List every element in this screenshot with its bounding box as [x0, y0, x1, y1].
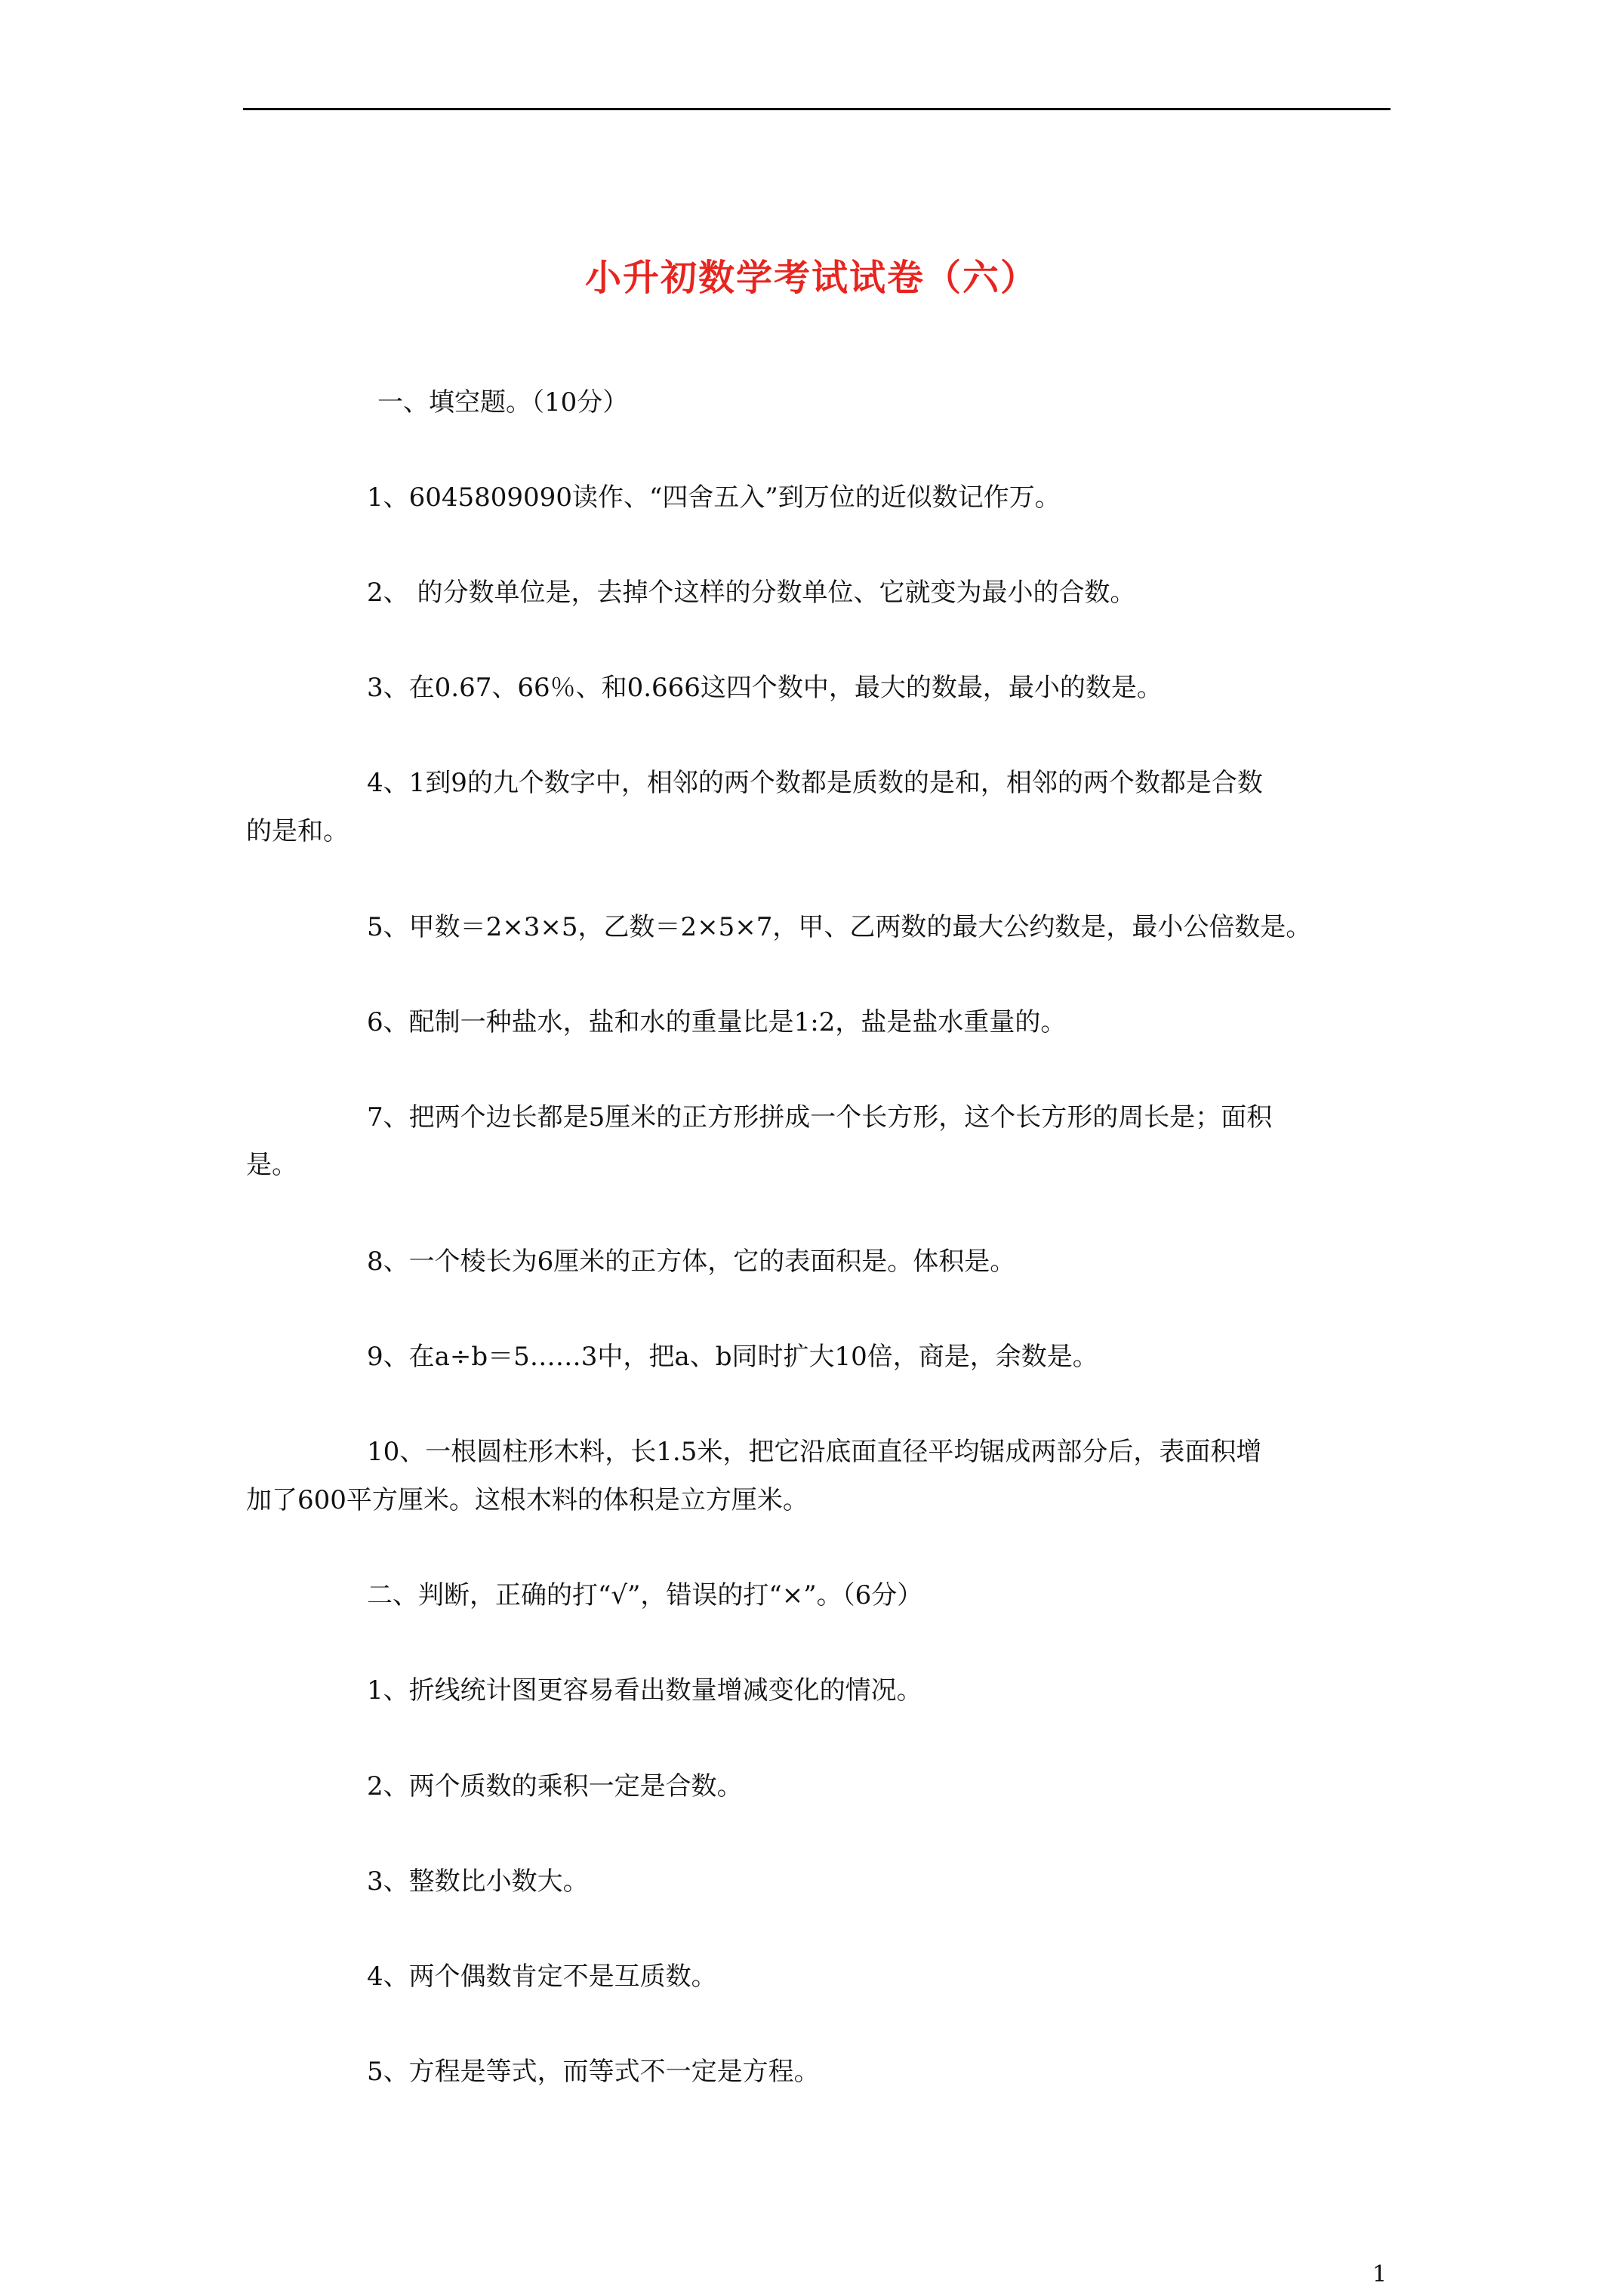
question-2-4: 4、两个偶数肯定不是互质数。 [367, 1962, 717, 1992]
question-1-1: 1、6045809090读作、“四舍五入”到万位的近似数记作万。 [367, 482, 1061, 513]
question-2-3: 3、整数比小数大。 [367, 1866, 589, 1897]
question-1-4-line2: 的是和。 [246, 816, 349, 846]
exam-title: 小升初数学考试试卷（六） [584, 257, 1038, 299]
question-2-1: 1、折线统计图更容易看出数量增减变化的情况。 [367, 1675, 922, 1706]
section2-heading: 二、判断，正确的打“√”，错误的打“×”。（6分） [367, 1580, 923, 1610]
question-1-7-line2: 是。 [246, 1150, 297, 1180]
question-1-10-line1: 10、一根圆柱形木料，长1.5米，把它沿底面直径平均锯成两部分后，表面积增 [367, 1437, 1262, 1467]
section1-heading: 一、填空题。（10分） [377, 387, 629, 418]
question-1-7-line1: 7、把两个边长都是5厘米的正方形拼成一个长方形，这个长方形的周长是；面积 [367, 1102, 1273, 1133]
question-2-2: 2、两个质数的乘积一定是合数。 [367, 1771, 743, 1801]
question-1-5: 5、甲数＝2×3×5，乙数＝2×5×7，甲、乙两数的最大公约数是，最小公倍数是。 [367, 912, 1312, 942]
page-number: 1 [1372, 2261, 1387, 2288]
header-rule [243, 108, 1390, 110]
question-2-5: 5、方程是等式，而等式不一定是方程。 [367, 2057, 820, 2087]
question-1-2: 2、 的分数单位是，去掉个这样的分数单位、它就变为最小的合数。 [367, 578, 1136, 608]
question-1-6: 6、配制一种盐水，盐和水的重量比是1:2，盐是盐水重量的。 [367, 1007, 1067, 1037]
question-1-3: 3、在0.67、66％、和0.666这四个数中，最大的数最，最小的数是。 [367, 673, 1163, 703]
question-1-10-line2: 加了600平方厘米。这根木料的体积是立方厘米。 [246, 1485, 808, 1515]
question-1-9: 9、在a÷b＝5……3中，把a、b同时扩大10倍，商是，余数是。 [367, 1342, 1098, 1372]
question-1-4-line1: 4、1到9的九个数字中，相邻的两个数都是质数的是和，相邻的两个数都是合数 [367, 768, 1263, 798]
question-1-8: 8、一个棱长为6厘米的正方体，它的表面积是。体积是。 [367, 1247, 1016, 1277]
